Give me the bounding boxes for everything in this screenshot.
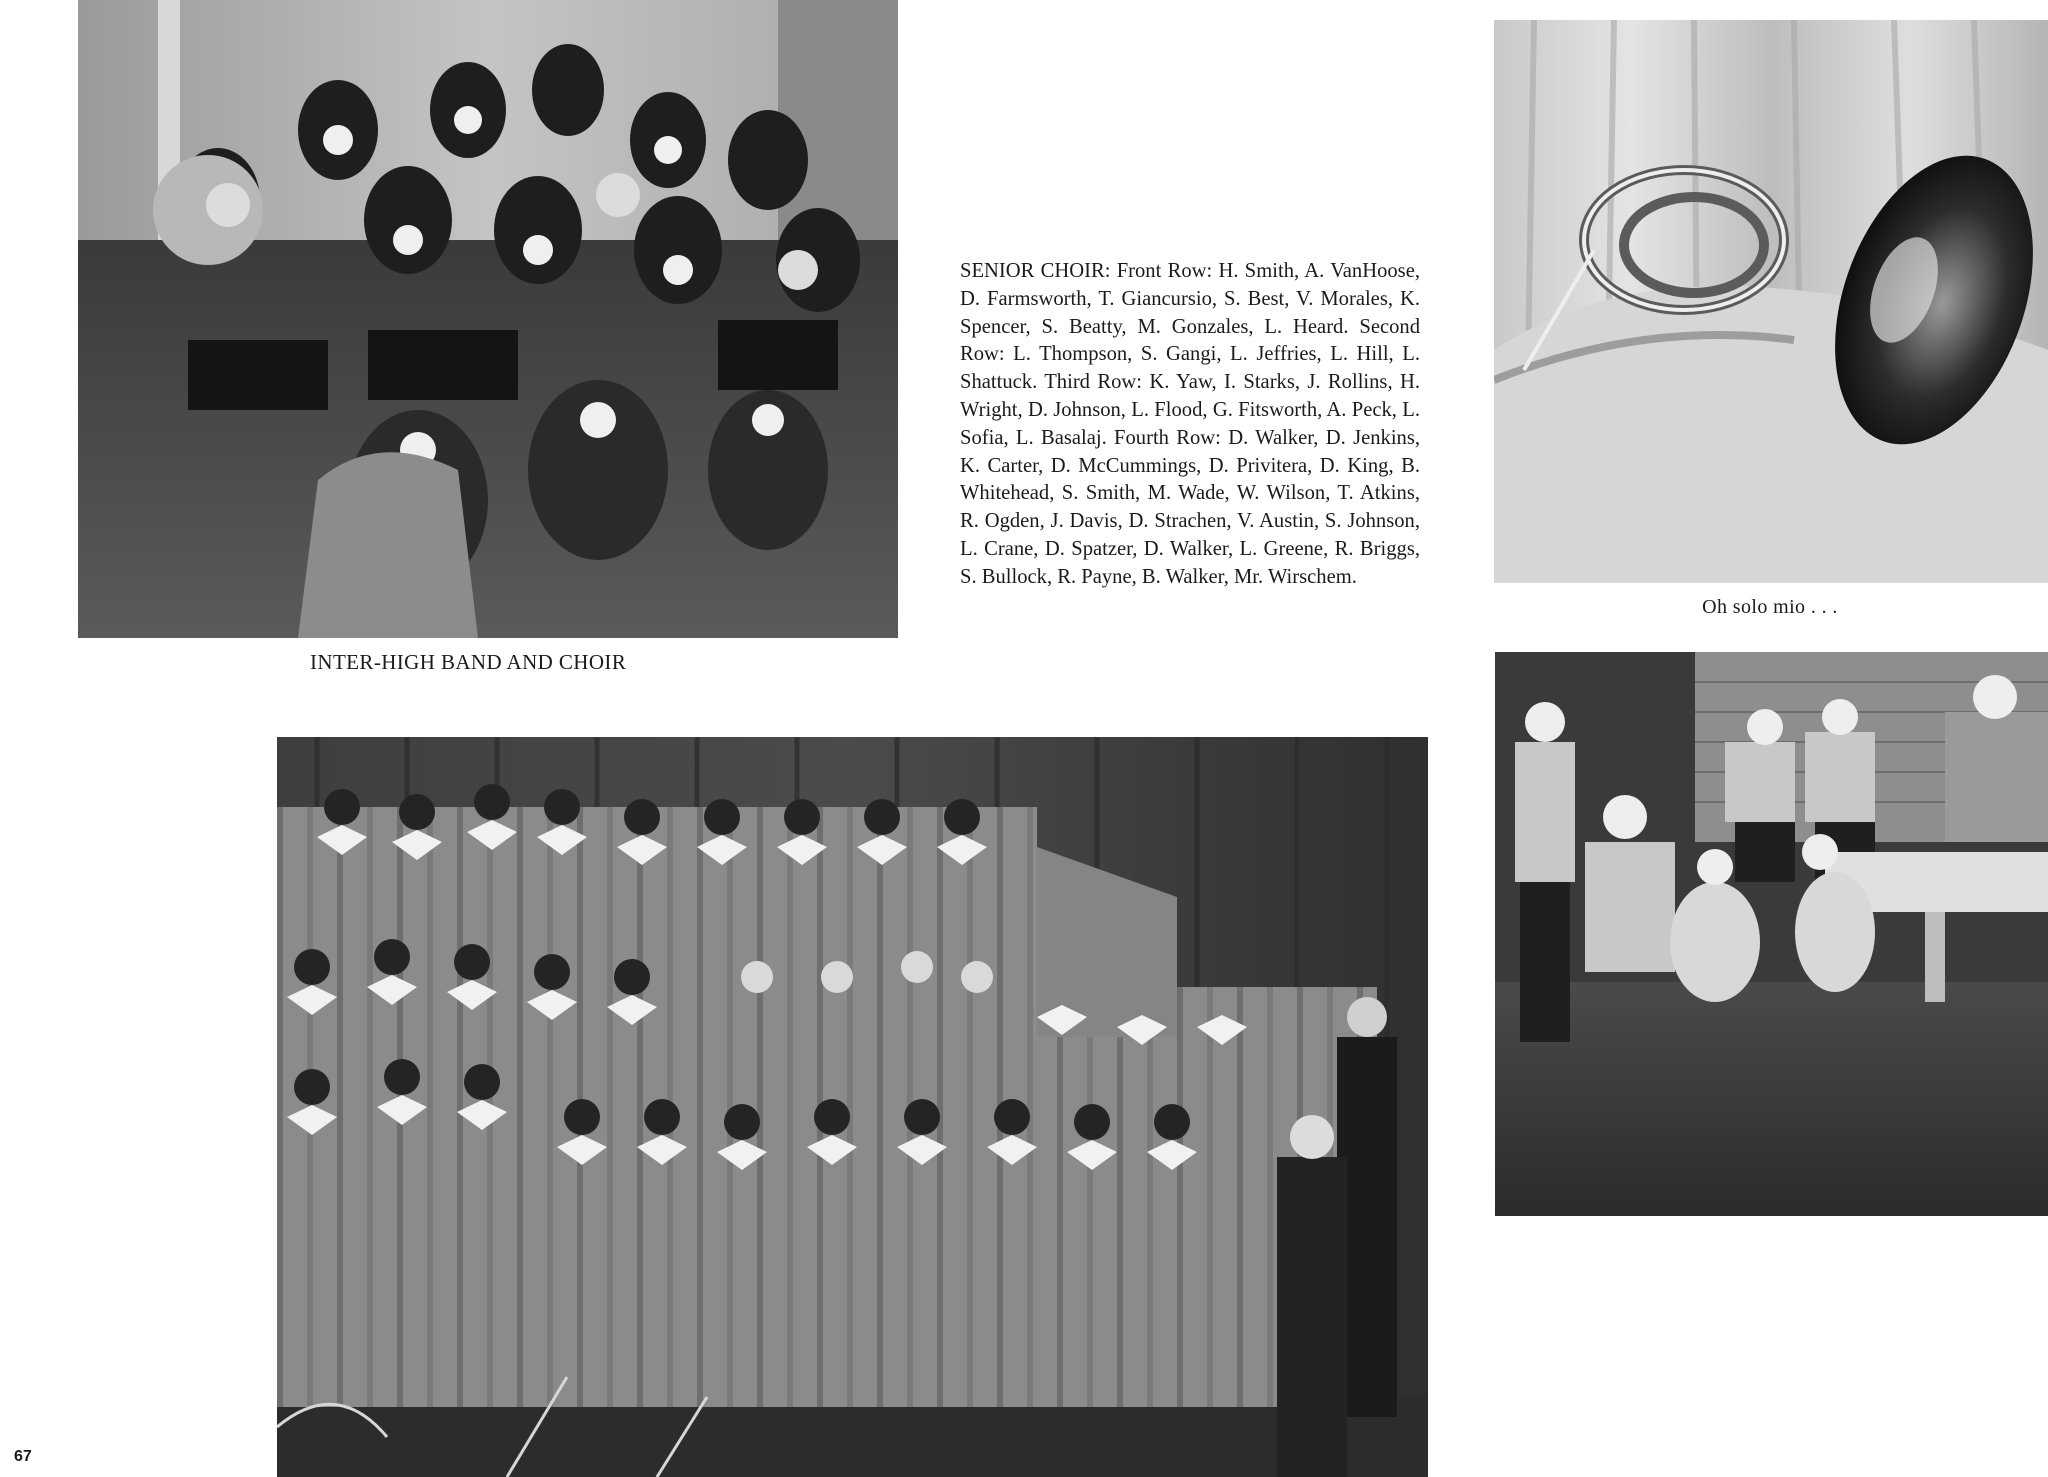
band-photo bbox=[78, 0, 898, 638]
senior-choir-photo bbox=[277, 737, 1428, 1477]
senior-choir-roster: SENIOR CHOIR: Front Row: H. Smith, A. VanHoose, D. Farmsworth, T. Giancursio, S. Best, V. Morales, K. Spencer, S. Beatty, M. Gonzales, L. Heard. Second Row: L. Thompson, S. Gangi, L. Jeffries, L. Hill, L. Shattuck. Third Row: K. Yaw, I. Starks, J. Rollins, H. Wright, D. Johnson, L. Flood, G. Fitsworth, A. Peck, L. Sofia, L. Basalaj. Fourth Row: D. Walker, D. Jenkins, K. Carter, D. McCummings, D. Privitera, D. King, B. Whitehead, S. Smith, M. Wade, W. Wilson, T. Atkins, R. Ogden, J. Davis, D. Strachen, V. Austin, S. Johnson, L. Crane, D. Spatzer, D. Walker, L. Greene, R. Briggs, S. Bullock, R. Payne, B. Walker, Mr. Wirschem. bbox=[960, 260, 1420, 588]
french-horn-photo bbox=[1494, 20, 2048, 583]
horn-photo-caption: Oh solo mio . . . bbox=[1702, 596, 1838, 618]
page-number: 67 bbox=[14, 1448, 32, 1465]
stage-photo bbox=[1495, 652, 2048, 1216]
band-photo-caption: INTER-HIGH BAND AND CHOIR bbox=[310, 650, 627, 674]
